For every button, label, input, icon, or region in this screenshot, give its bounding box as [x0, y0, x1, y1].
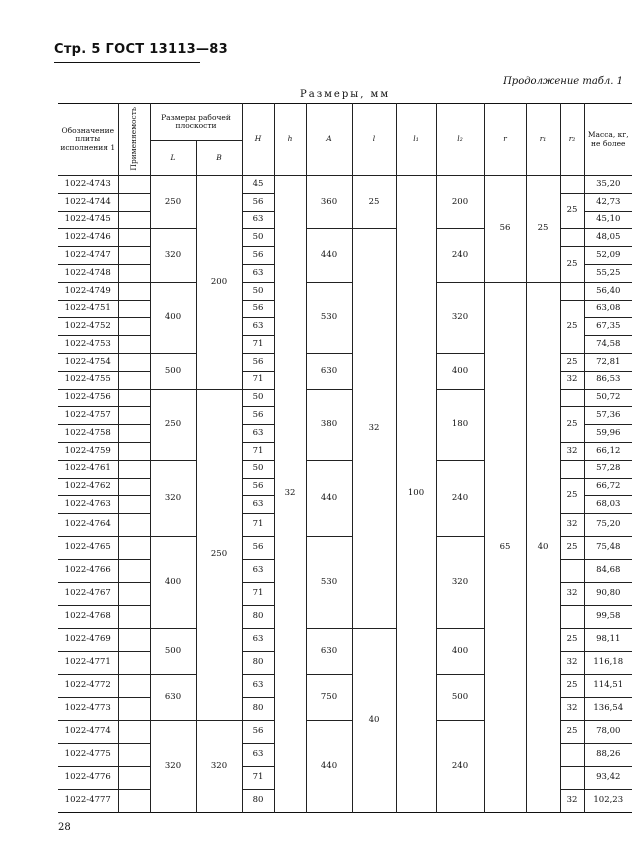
- mass-cell: 102,23: [584, 790, 632, 813]
- dimensions-caption: Размеры, мм: [300, 89, 391, 100]
- r2-cell: 32: [560, 790, 584, 813]
- table-body: [58, 176, 632, 813]
- A-cell: 440: [306, 229, 352, 282]
- mass-cell: 59,96: [584, 425, 632, 443]
- designation-cell: 1022-4745: [58, 211, 118, 229]
- r2-cell: 25: [560, 193, 584, 229]
- col-working-surface: Размеры рабочей плоскости: [150, 104, 242, 141]
- r2-cell: [560, 176, 584, 194]
- designation-cell: 1022-4754: [58, 353, 118, 371]
- designation-cell: 1022-4743: [58, 176, 118, 194]
- applicability-cell: [118, 583, 150, 606]
- applicability-cell: [118, 652, 150, 675]
- mass-cell: 72,81: [584, 353, 632, 371]
- specification-table: [58, 103, 632, 813]
- r2-cell: [560, 606, 584, 629]
- applicability-cell: [118, 176, 150, 194]
- H-cell: 80: [242, 652, 274, 675]
- A-cell: 530: [306, 537, 352, 629]
- designation-cell: 1022-4768: [58, 606, 118, 629]
- designation-cell: 1022-4776: [58, 767, 118, 790]
- L-cell: 500: [150, 353, 196, 389]
- mass-cell: 88,26: [584, 744, 632, 767]
- r2-cell: [560, 560, 584, 583]
- designation-cell: 1022-4755: [58, 371, 118, 389]
- l2-cell: 200: [436, 176, 484, 229]
- designation-cell: 1022-4751: [58, 300, 118, 318]
- designation-cell: 1022-4747: [58, 247, 118, 265]
- l2-cell: 500: [436, 675, 484, 721]
- designation-cell: 1022-4744: [58, 193, 118, 211]
- applicability-cell: [118, 496, 150, 514]
- r1-cell: 40: [526, 282, 560, 812]
- r-cell: 65: [484, 282, 526, 812]
- A-cell: 440: [306, 460, 352, 536]
- mass-cell: 50,72: [584, 389, 632, 407]
- mass-cell: 55,25: [584, 264, 632, 282]
- designation-cell: 1022-4746: [58, 229, 118, 247]
- r2-cell: 32: [560, 652, 584, 675]
- designation-cell: 1022-4766: [58, 560, 118, 583]
- l-cell: 40: [352, 629, 396, 813]
- A-cell: 750: [306, 675, 352, 721]
- applicability-cell: [118, 537, 150, 560]
- applicability-cell: [118, 560, 150, 583]
- r2-cell: 25: [560, 629, 584, 652]
- applicability-cell: [118, 425, 150, 443]
- H-cell: 71: [242, 583, 274, 606]
- l2-cell: 240: [436, 460, 484, 536]
- applicability-cell: [118, 606, 150, 629]
- col-applicability: Применяемость: [118, 104, 150, 176]
- page-header: Стр. 5 ГОСТ 13113—83: [54, 42, 229, 57]
- mass-cell: 75,20: [584, 514, 632, 537]
- A-cell: 630: [306, 629, 352, 675]
- applicability-cell: [118, 247, 150, 265]
- mass-cell: 66,72: [584, 478, 632, 496]
- H-cell: 71: [242, 371, 274, 389]
- l2-cell: 320: [436, 537, 484, 629]
- l2-cell: 400: [436, 353, 484, 389]
- A-cell: 380: [306, 389, 352, 460]
- H-cell: 63: [242, 496, 274, 514]
- H-cell: 45: [242, 176, 274, 194]
- H-cell: 56: [242, 407, 274, 425]
- designation-cell: 1022-4757: [58, 407, 118, 425]
- l-cell: 25: [352, 176, 396, 229]
- H-cell: 71: [242, 336, 274, 354]
- r2-cell: 25: [560, 478, 584, 514]
- designation-cell: 1022-4749: [58, 282, 118, 300]
- applicability-cell: [118, 318, 150, 336]
- r2-cell: 32: [560, 442, 584, 460]
- applicability-cell: [118, 389, 150, 407]
- applicability-cell: [118, 193, 150, 211]
- h-cell: 32: [274, 176, 306, 813]
- H-cell: 80: [242, 698, 274, 721]
- H-cell: 63: [242, 675, 274, 698]
- r2-cell: [560, 229, 584, 247]
- applicability-cell: [118, 721, 150, 744]
- mass-cell: 52,09: [584, 247, 632, 265]
- applicability-cell: [118, 407, 150, 425]
- H-cell: 56: [242, 353, 274, 371]
- H-cell: 50: [242, 389, 274, 407]
- H-cell: 71: [242, 767, 274, 790]
- B-cell: 200: [196, 176, 242, 390]
- H-cell: 63: [242, 211, 274, 229]
- designation-cell: 1022-4761: [58, 460, 118, 478]
- col-L: L: [150, 141, 196, 176]
- applicability-cell: [118, 371, 150, 389]
- r-cell: 56: [484, 176, 526, 283]
- mass-cell: 67,35: [584, 318, 632, 336]
- mass-cell: 35,20: [584, 176, 632, 194]
- mass-cell: 57,36: [584, 407, 632, 425]
- mass-cell: 114,51: [584, 675, 632, 698]
- mass-cell: 99,58: [584, 606, 632, 629]
- col-l1: l₁: [396, 104, 436, 176]
- l1-cell: 100: [396, 176, 436, 813]
- applicability-cell: [118, 629, 150, 652]
- l2-cell: 240: [436, 721, 484, 813]
- mass-cell: 48,05: [584, 229, 632, 247]
- designation-cell: 1022-4753: [58, 336, 118, 354]
- L-cell: 400: [150, 537, 196, 629]
- header-rule: [54, 62, 200, 63]
- applicability-cell: [118, 442, 150, 460]
- H-cell: 63: [242, 425, 274, 443]
- table-row: [58, 176, 632, 194]
- designation-cell: 1022-4771: [58, 652, 118, 675]
- designation-cell: 1022-4748: [58, 264, 118, 282]
- L-cell: 320: [150, 721, 196, 813]
- applicability-cell: [118, 698, 150, 721]
- applicability-cell: [118, 300, 150, 318]
- designation-cell: 1022-4775: [58, 744, 118, 767]
- r2-cell: 32: [560, 583, 584, 606]
- mass-cell: 98,11: [584, 629, 632, 652]
- H-cell: 56: [242, 247, 274, 265]
- applicability-cell: [118, 514, 150, 537]
- A-cell: 440: [306, 721, 352, 813]
- r2-cell: 25: [560, 537, 584, 560]
- mass-cell: 42,73: [584, 193, 632, 211]
- designation-cell: 1022-4774: [58, 721, 118, 744]
- H-cell: 56: [242, 721, 274, 744]
- mass-cell: 90,80: [584, 583, 632, 606]
- B-cell: 250: [196, 389, 242, 721]
- applicability-cell: [118, 353, 150, 371]
- mass-cell: 75,48: [584, 537, 632, 560]
- r2-cell: 25: [560, 721, 584, 744]
- col-H: H: [242, 104, 274, 176]
- A-cell: 360: [306, 176, 352, 229]
- H-cell: 63: [242, 264, 274, 282]
- L-cell: 250: [150, 176, 196, 229]
- r2-cell: 25: [560, 353, 584, 371]
- applicability-cell: [118, 229, 150, 247]
- mass-cell: 136,54: [584, 698, 632, 721]
- H-cell: 80: [242, 606, 274, 629]
- designation-cell: 1022-4758: [58, 425, 118, 443]
- r2-cell: 32: [560, 698, 584, 721]
- l2-cell: 240: [436, 229, 484, 282]
- mass-cell: 63,08: [584, 300, 632, 318]
- col-h: h: [274, 104, 306, 176]
- L-cell: 630: [150, 675, 196, 721]
- H-cell: 63: [242, 560, 274, 583]
- r2-cell: [560, 744, 584, 767]
- r2-cell: 25: [560, 675, 584, 698]
- applicability-cell: [118, 336, 150, 354]
- H-cell: 56: [242, 537, 274, 560]
- designation-cell: 1022-4756: [58, 389, 118, 407]
- H-cell: 63: [242, 744, 274, 767]
- L-cell: 250: [150, 389, 196, 460]
- L-cell: 400: [150, 282, 196, 353]
- designation-cell: 1022-4765: [58, 537, 118, 560]
- H-cell: 71: [242, 514, 274, 537]
- H-cell: 56: [242, 478, 274, 496]
- H-cell: 63: [242, 318, 274, 336]
- l2-cell: 180: [436, 389, 484, 460]
- H-cell: 50: [242, 229, 274, 247]
- mass-cell: 84,68: [584, 560, 632, 583]
- L-cell: 320: [150, 460, 196, 536]
- page-number: 28: [58, 822, 71, 833]
- mass-cell: 74,58: [584, 336, 632, 354]
- col-r1: r₁: [526, 104, 560, 176]
- l2-cell: 320: [436, 282, 484, 353]
- col-r: r: [484, 104, 526, 176]
- L-cell: 500: [150, 629, 196, 675]
- A-cell: 530: [306, 282, 352, 353]
- H-cell: 56: [242, 300, 274, 318]
- table-row: [58, 282, 632, 300]
- mass-cell: 56,40: [584, 282, 632, 300]
- r2-cell: 25: [560, 300, 584, 353]
- designation-cell: 1022-4763: [58, 496, 118, 514]
- r2-cell: [560, 282, 584, 300]
- designation-cell: 1022-4762: [58, 478, 118, 496]
- H-cell: 63: [242, 629, 274, 652]
- applicability-cell: [118, 767, 150, 790]
- col-A: A: [306, 104, 352, 176]
- A-cell: 630: [306, 353, 352, 389]
- L-cell: 320: [150, 229, 196, 282]
- table-continuation: Продолжение табл. 1: [503, 76, 623, 87]
- col-designation: Обозначение плиты исполнения 1: [60, 126, 116, 152]
- H-cell: 80: [242, 790, 274, 813]
- mass-cell: 45,10: [584, 211, 632, 229]
- col-l2: l₂: [436, 104, 484, 176]
- applicability-cell: [118, 675, 150, 698]
- r2-cell: 25: [560, 407, 584, 443]
- col-l: l: [352, 104, 396, 176]
- designation-cell: 1022-4769: [58, 629, 118, 652]
- designation-cell: 1022-4764: [58, 514, 118, 537]
- designation-cell: 1022-4772: [58, 675, 118, 698]
- designation-cell: 1022-4752: [58, 318, 118, 336]
- mass-cell: 86,53: [584, 371, 632, 389]
- designation-cell: 1022-4767: [58, 583, 118, 606]
- col-r2: r₂: [560, 104, 584, 176]
- H-cell: 56: [242, 193, 274, 211]
- mass-cell: 93,42: [584, 767, 632, 790]
- r2-cell: [560, 767, 584, 790]
- H-cell: 50: [242, 460, 274, 478]
- applicability-cell: [118, 211, 150, 229]
- mass-cell: 116,18: [584, 652, 632, 675]
- applicability-cell: [118, 282, 150, 300]
- r2-cell: 25: [560, 247, 584, 283]
- applicability-cell: [118, 460, 150, 478]
- r2-cell: [560, 460, 584, 478]
- applicability-cell: [118, 264, 150, 282]
- l2-cell: 400: [436, 629, 484, 675]
- H-cell: 50: [242, 282, 274, 300]
- mass-cell: 57,28: [584, 460, 632, 478]
- r2-cell: [560, 389, 584, 407]
- col-B: B: [196, 141, 242, 176]
- applicability-cell: [118, 790, 150, 813]
- mass-cell: 68,03: [584, 496, 632, 514]
- r2-cell: 32: [560, 514, 584, 537]
- col-mass: Масса, кг, не более: [584, 104, 632, 176]
- r1-cell: 25: [526, 176, 560, 283]
- l-cell: 32: [352, 229, 396, 629]
- B-cell: 320: [196, 721, 242, 813]
- applicability-cell: [118, 478, 150, 496]
- mass-cell: 78,00: [584, 721, 632, 744]
- designation-cell: 1022-4759: [58, 442, 118, 460]
- mass-cell: 66,12: [584, 442, 632, 460]
- designation-cell: 1022-4777: [58, 790, 118, 813]
- H-cell: 71: [242, 442, 274, 460]
- r2-cell: 32: [560, 371, 584, 389]
- applicability-cell: [118, 744, 150, 767]
- designation-cell: 1022-4773: [58, 698, 118, 721]
